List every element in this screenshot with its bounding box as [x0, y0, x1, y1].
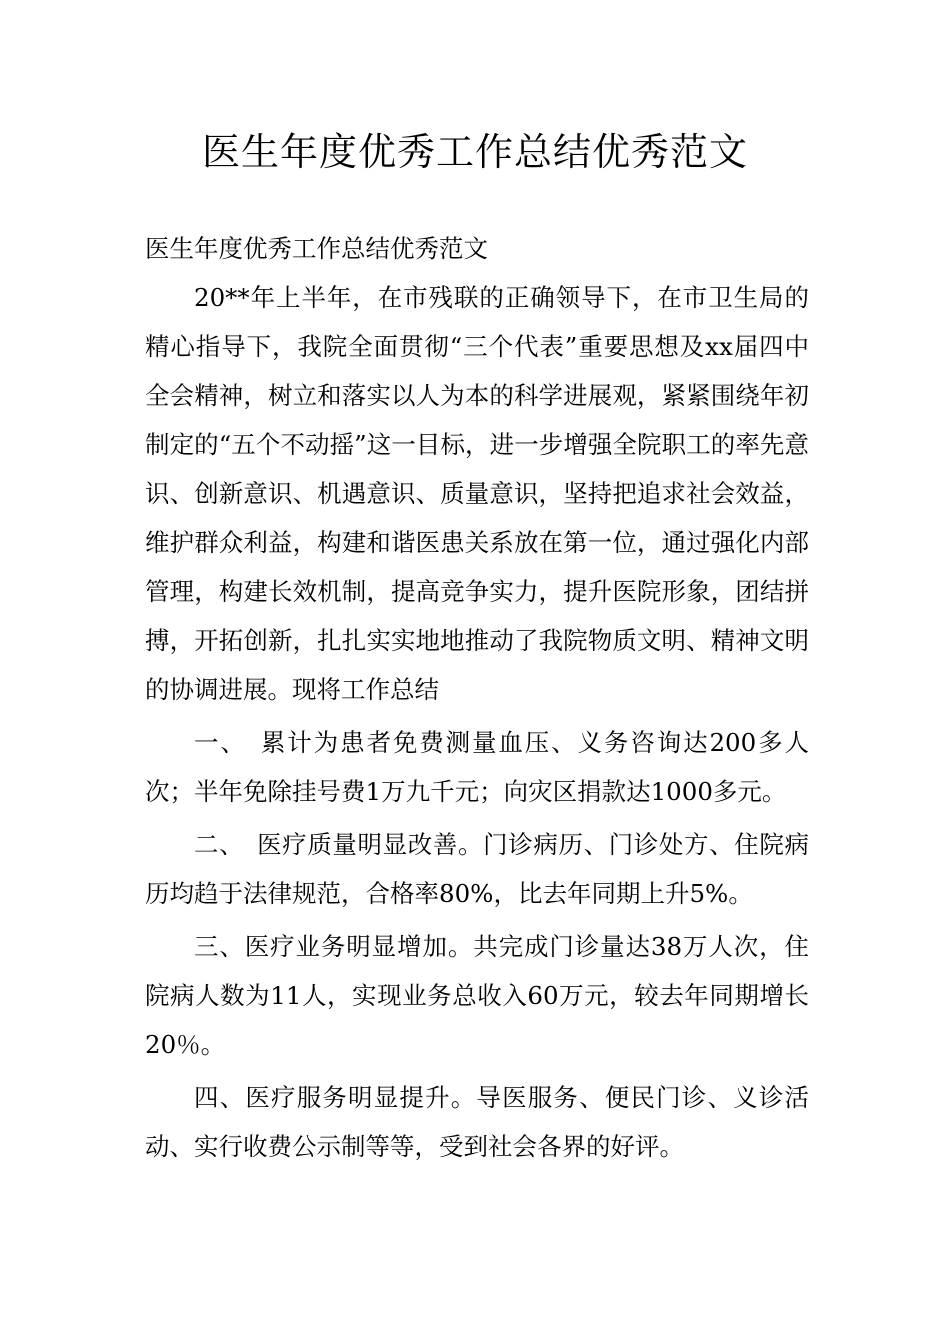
paragraph-item-4: 四、医疗服务明显提升。导医服务、便民门诊、义诊活动、实行收费公示制等等，受到社会各界的好评。	[145, 1083, 809, 1161]
paragraph-item-3: 三、医疗业务明显增加。共完成门诊量达38万人次，住院病人数为11人，实现业务总收入60万元，较去年同期增长20％。	[145, 932, 809, 1059]
document-title: 医生年度优秀工作总结优秀范文	[201, 130, 748, 174]
document-body	[145, 224, 809, 1171]
document-subtitle: 医生年度优秀工作总结优秀范文	[145, 234, 488, 263]
paragraph-item-2: 二、 医疗质量明显改善。门诊病历、门诊处方、住院病历均趋于法律规范，合格率80%，比去年同期上升5%。	[145, 830, 809, 908]
paragraph-intro: 20**年上半年，在市残联的正确领导下，在市卫生局的精心指导下，我院全面贯彻“三个代表”重要思想及xx届四中全会精神，树立和落实以人为本的科学进展观，紧紧围绕年初制定的“五个不动摇”这一目标，进一步增强全院职工的率先意识、创新意识、机遇意识、质量意识，坚持把追求社会效益，维护群众利益，构建和谐医患关系放在第一位，通过强化内部管理，构建长效机制，提高竞争实力，提升医院形象，团结拼搏，开拓创新，扎扎实实地地推动了我院物质文明、精神文明的协调进展。现将工作总结	[145, 283, 809, 704]
paragraph-item-1: 一、 累计为患者免费测量血压、义务咨询达200多人次；半年免除挂号费1万九千元；向灾区捐款达1000多元。	[145, 728, 809, 806]
